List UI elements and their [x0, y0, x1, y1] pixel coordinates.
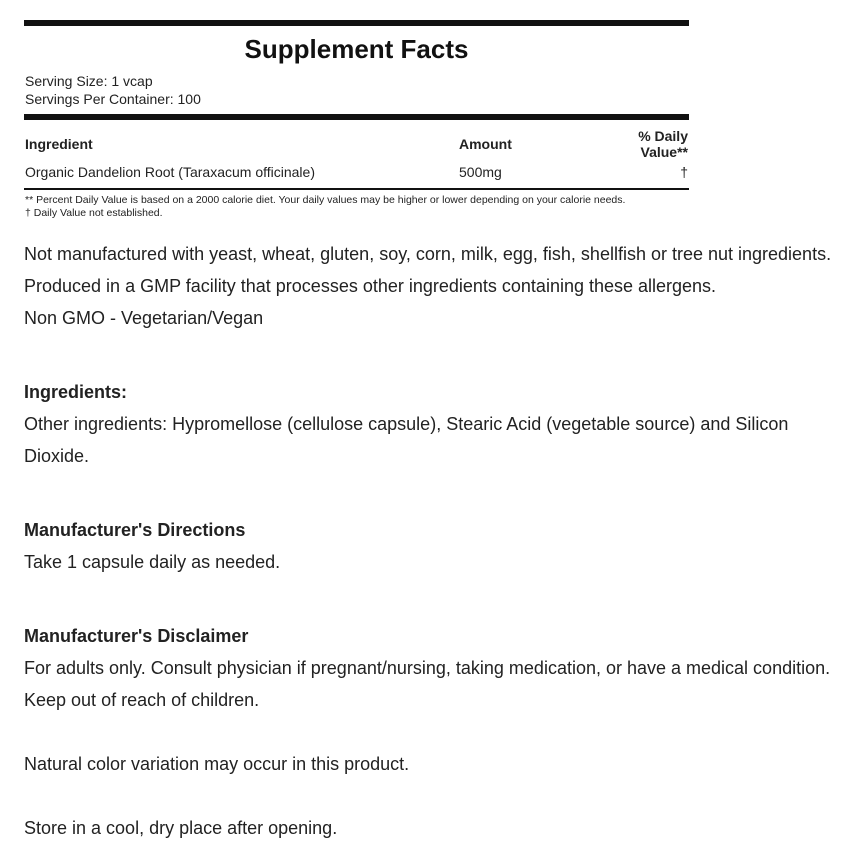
facts-footnotes [24, 194, 689, 220]
thick-divider [24, 114, 689, 120]
color-variation-note: Natural color variation may occur in this product. [24, 754, 410, 774]
footnote-not-established: † Daily Value not established. [25, 207, 163, 219]
non-gmo-statement: Non GMO - Vegetarian/Vegan [24, 308, 264, 328]
allergen-statement: Not manufactured with yeast, wheat, gluten, soy, corn, milk, egg, fish, shellfish or tree nut ingredients. [24, 244, 832, 264]
ingredients-text: Other ingredients: Hypromellose (cellulose capsule), Stearic Acid (vegetable source) and Silicon Dioxide. [24, 414, 789, 466]
header-amount: Amount [459, 136, 512, 152]
product-details [24, 238, 854, 844]
header-ingredient: Ingredient [25, 136, 93, 152]
disclaimer-heading: Manufacturer's Disclaimer [24, 626, 249, 646]
directions-heading: Manufacturer's Directions [24, 520, 246, 540]
header-daily-value: % Daily Value** [638, 128, 688, 160]
thin-divider [24, 188, 689, 190]
row-amount: 500mg [459, 164, 502, 180]
children-warning: Keep out of reach of children. [24, 690, 260, 710]
table-row [24, 162, 689, 186]
spacer [24, 578, 854, 620]
serving-size: Serving Size: 1 vcap [25, 73, 153, 89]
row-daily-value: † [680, 164, 688, 180]
serving-info [24, 72, 689, 108]
gmp-statement: Produced in a GMP facility that processes other ingredients containing these allergens. [24, 276, 717, 296]
storage-note: Store in a cool, dry place after opening. [24, 818, 338, 838]
facts-table [24, 124, 689, 186]
spacer [24, 472, 854, 514]
row-ingredient: Organic Dandelion Root (Taraxacum officinale) [25, 164, 315, 180]
footnote-daily-value: ** Percent Daily Value is based on a 2000 calorie diet. Your daily values may be higher or lower depending on your calorie needs. [25, 194, 626, 206]
ingredients-heading: Ingredients: [24, 382, 128, 402]
servings-per-container: Servings Per Container: 100 [25, 91, 201, 107]
facts-table-header [24, 124, 689, 162]
facts-title: Supplement Facts [244, 34, 469, 64]
supplement-facts-panel [24, 20, 689, 220]
spacer [24, 334, 854, 376]
spacer [24, 780, 854, 812]
directions-text: Take 1 capsule daily as needed. [24, 552, 281, 572]
disclaimer-text: For adults only. Consult physician if pregnant/nursing, taking medication, or have a medical condition. [24, 658, 831, 678]
spacer [24, 716, 854, 748]
